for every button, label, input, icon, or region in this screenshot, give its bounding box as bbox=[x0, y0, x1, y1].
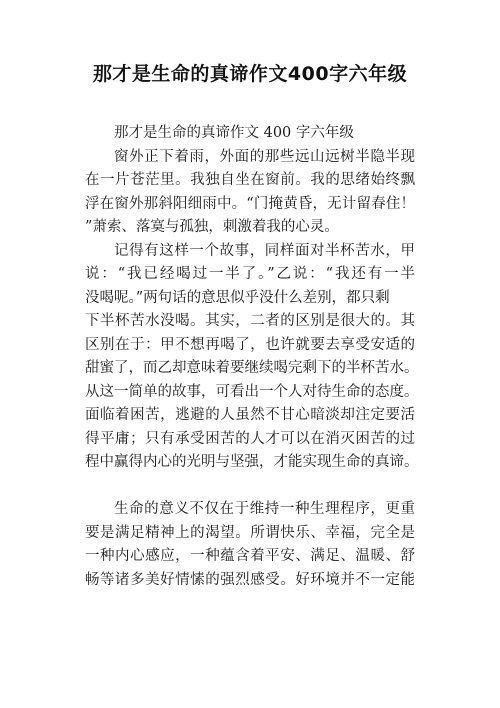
body-text-line: 窗外正下着雨，外面的那些远山远树半隐半现 bbox=[114, 148, 415, 165]
body-text-line: 那才是生命的真谛作文 400 字六年级 bbox=[114, 125, 354, 141]
body-text-line: 区别在于：甲不想再喝了，也许就要去享受安适的 bbox=[85, 336, 415, 353]
body-text-line: 甜蜜了，而乙却意味着要继续喝完剩下的半杯苦水。 bbox=[85, 360, 419, 376]
document-title: 那才是生命的真谛作文400字六年级 bbox=[92, 63, 408, 85]
body-text-line: 畅等诸多美好情愫的强烈感受。好环境并不一定能 bbox=[85, 571, 415, 588]
body-text-line: 下半杯苦水没喝。其实，二者的区别是很大的。其 bbox=[85, 313, 415, 329]
body-text-line: ”萧索、落寞与孤独，刺激着我的心灵。 bbox=[85, 219, 339, 235]
document-body bbox=[85, 122, 419, 592]
body-text-line: 从这一简单的故事，可看出一个人对待生命的态度。 bbox=[85, 383, 419, 400]
body-text-line: 要是满足精神上的渴望。所谓快乐、幸福，完全是 bbox=[85, 524, 415, 541]
body-text-line: 程中赢得内心的光明与坚强，才能实现生命的真谛。 bbox=[85, 454, 419, 470]
body-text-line: 在一片苍茫里。我独自坐在窗前。我的思绪始终飘 bbox=[85, 172, 415, 188]
body-text-line: 没喝呢。”两句话的意思似乎没什么差别，都只剩 bbox=[85, 289, 390, 306]
body-text-line: 面临着困苦，逃避的人虽然不甘心暗淡却注定要活 bbox=[85, 407, 415, 423]
body-text-line: 一种内心感应，一种蕴含着平安、满足、温暖、舒 bbox=[85, 548, 415, 564]
body-text-line: 得平庸；只有承受困苦的人才可以在消灭困苦的过 bbox=[85, 430, 415, 447]
paragraph-gap bbox=[85, 475, 415, 499]
body-text-line: 浮在窗外那斜阳细雨中。“门掩黄昏，无计留春住！ bbox=[85, 195, 415, 212]
body-text-line: 说：“我已经喝过一半了。”乙说：“我还有一半 bbox=[85, 266, 415, 282]
body-text-line: 记得有这样一个故事，同样面对半杯苦水，甲 bbox=[114, 242, 415, 259]
body-text-line: 生命的意义不仅在于维持一种生理程序，更重 bbox=[114, 501, 415, 517]
